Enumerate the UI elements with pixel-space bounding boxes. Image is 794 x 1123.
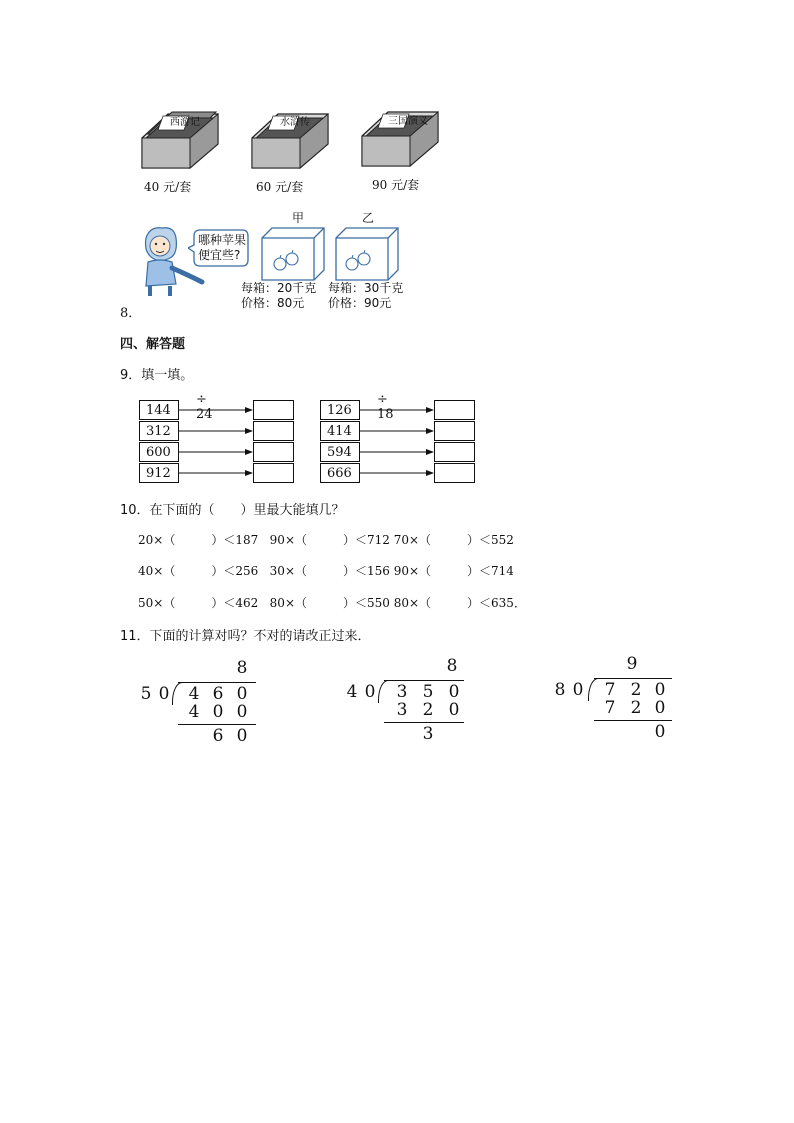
q9-value-cell: 126 [320, 400, 360, 420]
q9-answer-box[interactable] [434, 421, 475, 441]
ld1-sub-line [178, 724, 256, 725]
q9-answer-box[interactable] [253, 421, 294, 441]
book-price-3: 90 元/套 [372, 178, 420, 192]
q9-arrows-2 [360, 400, 436, 484]
ld3-bracket [588, 678, 599, 701]
ld1-divisor-digit: 0 [158, 684, 170, 704]
ld3-product-digit: 0 [654, 698, 666, 718]
book-title-1: 西游记 [170, 117, 200, 128]
ld1-quotient: 8 [236, 658, 248, 678]
q9-table-1-op: ÷ 24 [196, 392, 213, 422]
book-image-3 [358, 106, 440, 170]
q9-table-2-op: ÷ 18 [377, 392, 394, 422]
box-jia-weight: 每箱：20千克 [241, 281, 317, 295]
ld2-divisor-digit: 4 [346, 682, 358, 702]
q9-value-cell: 594 [320, 442, 360, 462]
ld3-divisor-digit: 8 [554, 680, 566, 700]
q9-value-cell: 144 [139, 400, 179, 420]
book-title-3: 三国演义 [388, 116, 428, 127]
ld2-sub-line [384, 722, 464, 723]
ld2-product-digit: 2 [422, 700, 434, 720]
box-label-yi: 乙 [362, 211, 375, 225]
ld2-bracket [378, 680, 389, 703]
q9-answer-box[interactable] [253, 442, 294, 462]
question-10-title: 10．在下面的（ ）里最大能填几？ [120, 503, 345, 518]
ld2-divisor-digit: 0 [364, 682, 376, 702]
ld2-product-digit: 0 [448, 700, 460, 720]
q9-value-cell: 414 [320, 421, 360, 441]
book-price-1: 40 元/套 [144, 180, 192, 194]
q9-answer-box[interactable] [434, 442, 475, 462]
book-price-2: 60 元/套 [256, 180, 304, 194]
ld3-dividend-digit: 7 [604, 680, 616, 700]
ld3-dividend-digit: 2 [630, 680, 642, 700]
speech-line-2: 便宜些? [198, 248, 241, 262]
ld2-product-digit: 3 [396, 700, 408, 720]
ld1-divisor-digit: 5 [140, 684, 152, 704]
question-8-number: 8． [120, 306, 142, 321]
apple-box-jia [260, 226, 326, 282]
long-division-1 [140, 658, 260, 750]
ld1-dividend-digit: 4 [188, 684, 200, 704]
box-yi-price: 价格：90元 [328, 296, 392, 310]
question-11-title: 11．下面的计算对吗？不对的请改正过来． [120, 629, 371, 644]
box-label-jia: 甲 [292, 211, 305, 225]
q10-row-1: 20×（ ）＜187 90×（ ）＜712 70×（ ）＜552 [138, 533, 514, 547]
q9-answer-box[interactable] [253, 400, 294, 420]
ld2-remainder-digit: 3 [422, 724, 434, 744]
long-division-2 [346, 656, 466, 748]
q9-value-cell: 312 [139, 421, 179, 441]
q9-value-cell: 600 [139, 442, 179, 462]
box-jia-price: 价格：80元 [241, 296, 305, 310]
book-image-2 [248, 108, 330, 172]
ld1-dividend-digit: 6 [212, 684, 224, 704]
ld2-quotient: 8 [446, 656, 458, 676]
box-yi-weight: 每箱：30千克 [328, 281, 404, 295]
ld3-dividend-digit: 0 [654, 680, 666, 700]
apple-box-yi [334, 226, 400, 282]
ld1-product-digit: 0 [236, 702, 248, 722]
q9-answer-box[interactable] [253, 463, 294, 483]
ld1-remainder-digit: 6 [212, 726, 224, 746]
ld3-sub-line [594, 720, 672, 721]
ld1-product-digit: 0 [212, 702, 224, 722]
q9-value-cell: 666 [320, 463, 360, 483]
q9-arrows-1 [179, 400, 255, 484]
q9-answer-box[interactable] [434, 463, 475, 483]
ld2-top-line [384, 680, 464, 681]
ld3-product-digit: 2 [630, 698, 642, 718]
ld2-dividend-digit: 5 [422, 682, 434, 702]
q10-row-3: 50×（ ）＜462 80×（ ）＜550 80×（ ）＜635． [138, 596, 526, 610]
ld2-dividend-digit: 0 [448, 682, 460, 702]
book-title-2: 水浒传 [280, 117, 310, 128]
speech-bubble [188, 228, 250, 268]
q9-value-cell: 912 [139, 463, 179, 483]
ld3-quotient: 9 [626, 654, 638, 674]
speech-line-1: 哪种苹果 [198, 233, 247, 247]
book-image-1 [138, 108, 220, 172]
ld1-top-line [178, 682, 256, 683]
question-9-title: 9．填一填。 [120, 368, 194, 383]
ld1-remainder-digit: 0 [236, 726, 248, 746]
ld3-top-line [594, 678, 672, 679]
ld1-product-digit: 4 [188, 702, 200, 722]
ld3-remainder-digit: 0 [654, 722, 666, 742]
ld3-divisor-digit: 0 [572, 680, 584, 700]
ld2-dividend-digit: 3 [396, 682, 408, 702]
q9-answer-box[interactable] [434, 400, 475, 420]
q10-row-2: 40×（ ）＜256 30×（ ）＜156 90×（ ）＜714 [138, 564, 514, 578]
ld3-product-digit: 7 [604, 698, 616, 718]
section-4-title: 四、解答题 [120, 337, 186, 352]
ld1-dividend-digit: 0 [236, 684, 248, 704]
ld1-bracket [172, 682, 183, 705]
long-division-3 [554, 654, 678, 746]
